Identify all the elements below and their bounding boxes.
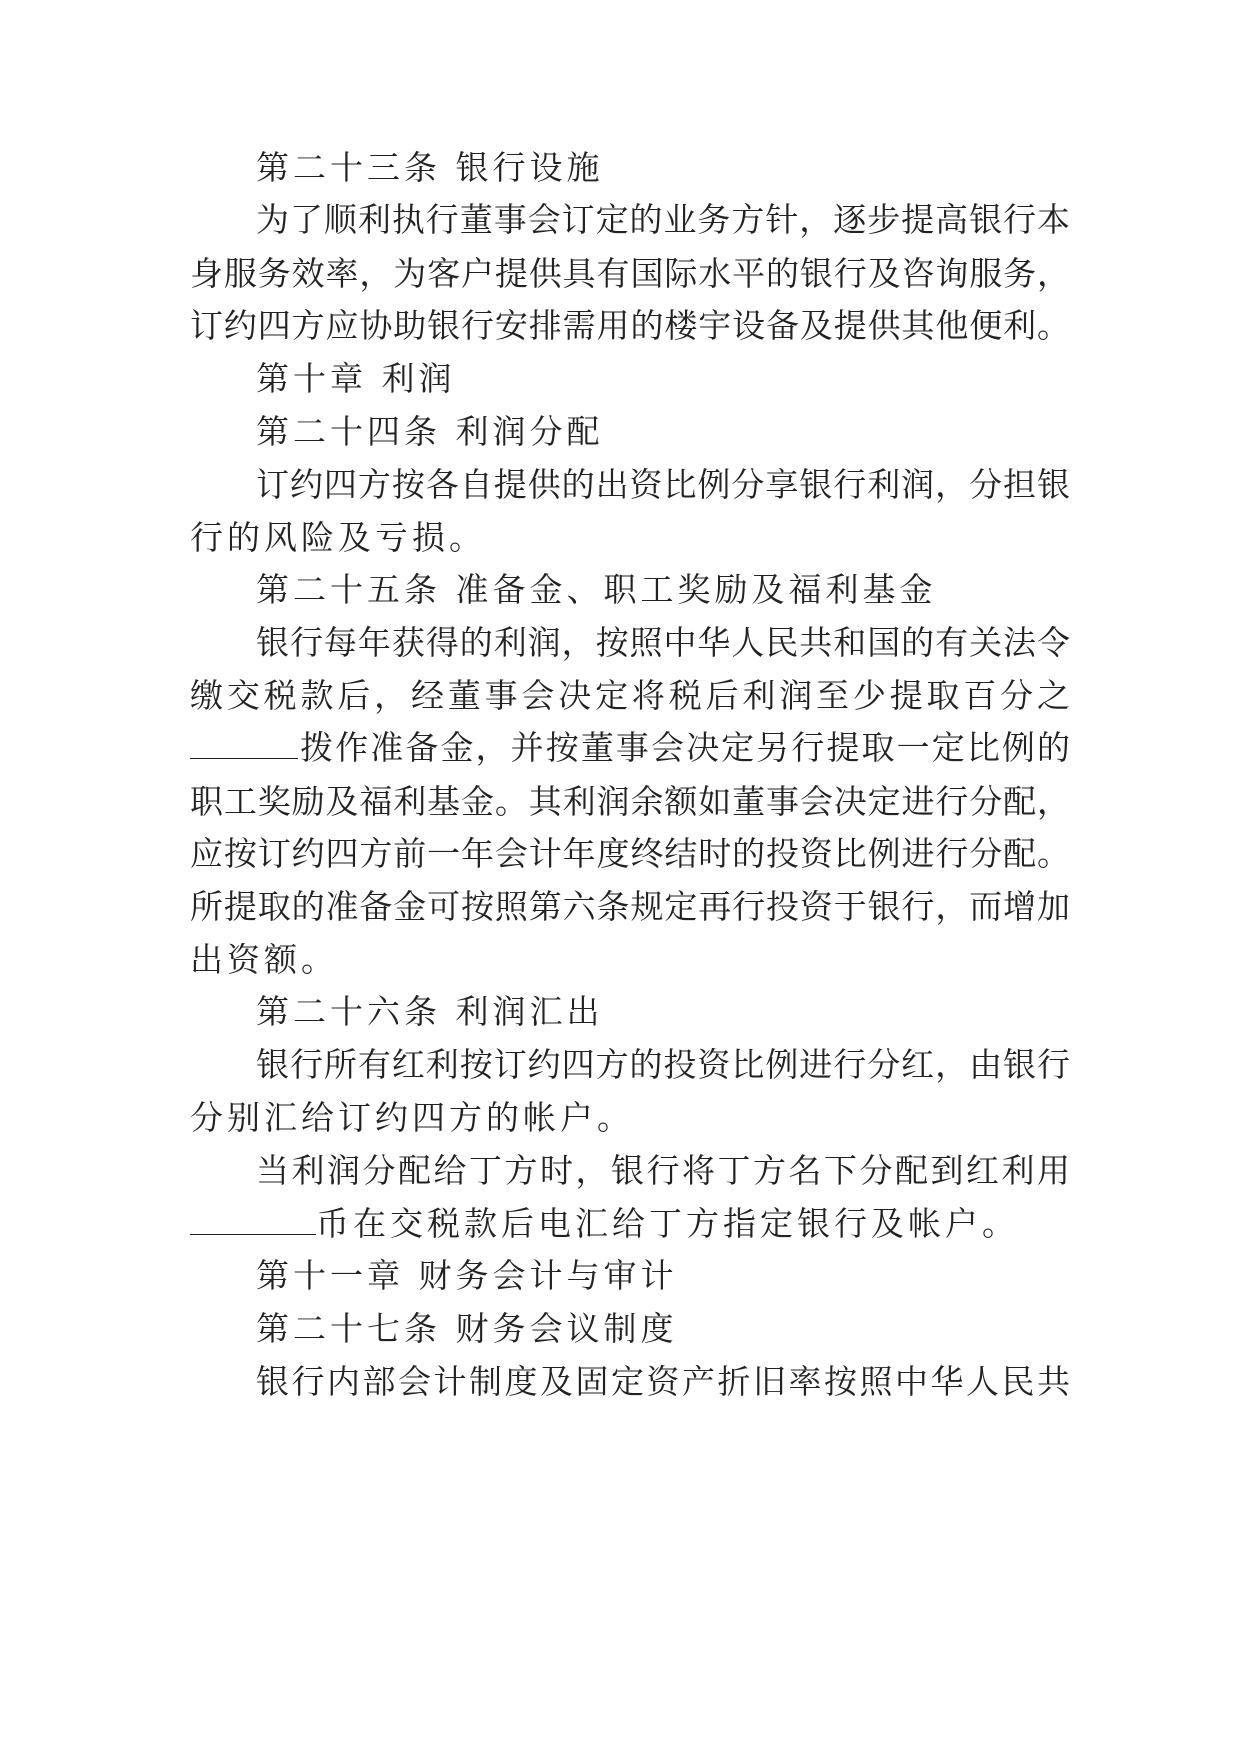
article-25-text-line: 应按订约四方前一年会计年度终结时的投资比例进行分配。: [190, 834, 1070, 873]
article-23-text-line: 为了顺利执行董事会订定的业务方针，逐步提高银行本: [256, 200, 1070, 239]
article-23-text-line: 订约四方应协助银行安排需用的楼宇设备及提供其他便利。: [190, 306, 1070, 345]
article-25-text-line-with-blank: [190, 718, 1070, 778]
article-27-text-line: 银行内部会计制度及固定资产折旧率按照中华人民共: [256, 1362, 1070, 1401]
fill-in-blank: [190, 1198, 316, 1235]
article-26-text-line: 银行所有红利按订约四方的投资比例进行分红，由银行: [256, 1045, 1070, 1084]
article-23-text-line: 身服务效率，为客户提供具有国际水平的银行及咨询服务，: [190, 254, 1070, 293]
article-25-text-line: 缴交税款后，经董事会决定将税后利润至少提取百分之: [190, 676, 1070, 715]
article-27-heading: 第二十七条 财务会议制度: [256, 1309, 678, 1348]
fill-in-blank: [190, 722, 298, 759]
article-25-text-fragment: 拨作准备金，并按董事会决定另行提取一定比例的: [298, 728, 1070, 767]
article-25-text-line: 出资额。: [190, 940, 338, 979]
article-25-heading: 第二十五条 准备金、职工奖励及福利基金: [256, 570, 937, 609]
article-25-text-line: 所提取的准备金可按照第六条规定再行投资于银行，而增加: [190, 887, 1070, 926]
article-26-text-fragment: 币在交税款后电汇给丁方指定银行及帐户。: [316, 1204, 1019, 1243]
chapter-11-heading: 第十一章 财务会计与审计: [256, 1256, 678, 1295]
article-25-text-line: 职工奖励及福利基金。其利润余额如董事会决定进行分配，: [190, 782, 1070, 821]
article-24-text-line: 订约四方按各自提供的出资比例分享银行利润，分担银: [256, 465, 1070, 504]
article-23-heading: 第二十三条 银行设施: [256, 148, 604, 187]
article-26-heading: 第二十六条 利润汇出: [256, 992, 604, 1031]
article-26-text-line: 当利润分配给丁方时，银行将丁方名下分配到红利用: [256, 1151, 1070, 1190]
article-25-text-line: 银行每年获得的利润，按照中华人民共和国的有关法令: [256, 623, 1070, 662]
article-24-heading: 第二十四条 利润分配: [256, 412, 604, 451]
article-26-text-line-with-blank: [190, 1194, 1070, 1254]
article-26-text-line: 分别汇给订约四方的帐户。: [190, 1098, 634, 1137]
chapter-10-heading: 第十章 利润: [256, 359, 456, 398]
article-24-text-line: 行的风险及亏损。: [190, 518, 486, 557]
